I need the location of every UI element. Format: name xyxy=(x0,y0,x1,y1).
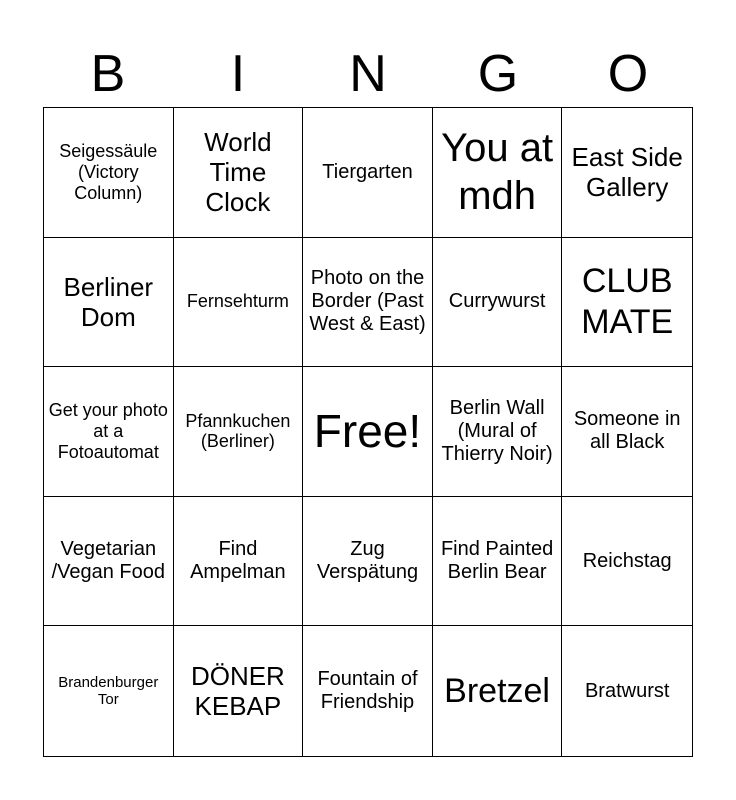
bingo-cell[interactable]: Bratwurst xyxy=(584,679,670,702)
bingo-cell[interactable]: Seigessäule (Victory Column) xyxy=(44,108,174,238)
bingo-cell[interactable]: Brandenburger Tor xyxy=(44,626,174,756)
header-letter-b: B xyxy=(90,45,126,103)
bingo-cell[interactable]: East Side Gallery xyxy=(562,108,692,238)
bingo-cell[interactable]: Berlin Wall (Mural of Thierry Noir) xyxy=(433,367,563,497)
header-letter-i: I xyxy=(230,45,246,103)
bingo-board xyxy=(43,107,693,757)
header-letter-o: O xyxy=(607,45,649,103)
bingo-cell[interactable]: Currywurst xyxy=(433,238,563,368)
header-letter-g: G xyxy=(477,45,519,103)
bingo-cell[interactable]: Fernsehturm xyxy=(174,238,304,368)
bingo-cell[interactable]: Someone in all Black xyxy=(562,367,692,497)
bingo-cell[interactable]: World Time Clock xyxy=(174,108,304,238)
bingo-cell[interactable]: Find Ampelman xyxy=(174,497,304,627)
bingo-cell[interactable]: CLUB MATE xyxy=(562,238,692,368)
bingo-cell[interactable]: Get your photo at a Fotoautomat xyxy=(44,367,174,497)
bingo-cell[interactable]: Fountain of Friendship xyxy=(303,626,433,756)
bingo-cell[interactable]: Find Painted Berlin Bear xyxy=(433,497,563,627)
bingo-cell[interactable]: Vegetarian /Vegan Food xyxy=(44,497,174,627)
free-space-cell[interactable]: Free! xyxy=(303,367,433,497)
bingo-cell[interactable]: Berliner Dom xyxy=(44,238,174,368)
bingo-cell[interactable]: Pfannkuchen (Berliner) xyxy=(174,367,304,497)
bingo-cell[interactable]: Bretzel xyxy=(433,626,563,756)
bingo-cell[interactable]: DÖNER KEBAP xyxy=(174,626,304,756)
header-letter-n: N xyxy=(349,45,387,103)
bingo-header xyxy=(43,40,693,108)
bingo-cell[interactable]: Zug Verspätung xyxy=(303,497,433,627)
bingo-cell[interactable]: Reichstag xyxy=(562,497,692,627)
bingo-cell[interactable]: You at mdh xyxy=(433,108,563,238)
bingo-cell[interactable]: Photo on the Border (Past West & East) xyxy=(303,238,433,368)
bingo-cell[interactable]: Tiergarten xyxy=(303,108,433,238)
